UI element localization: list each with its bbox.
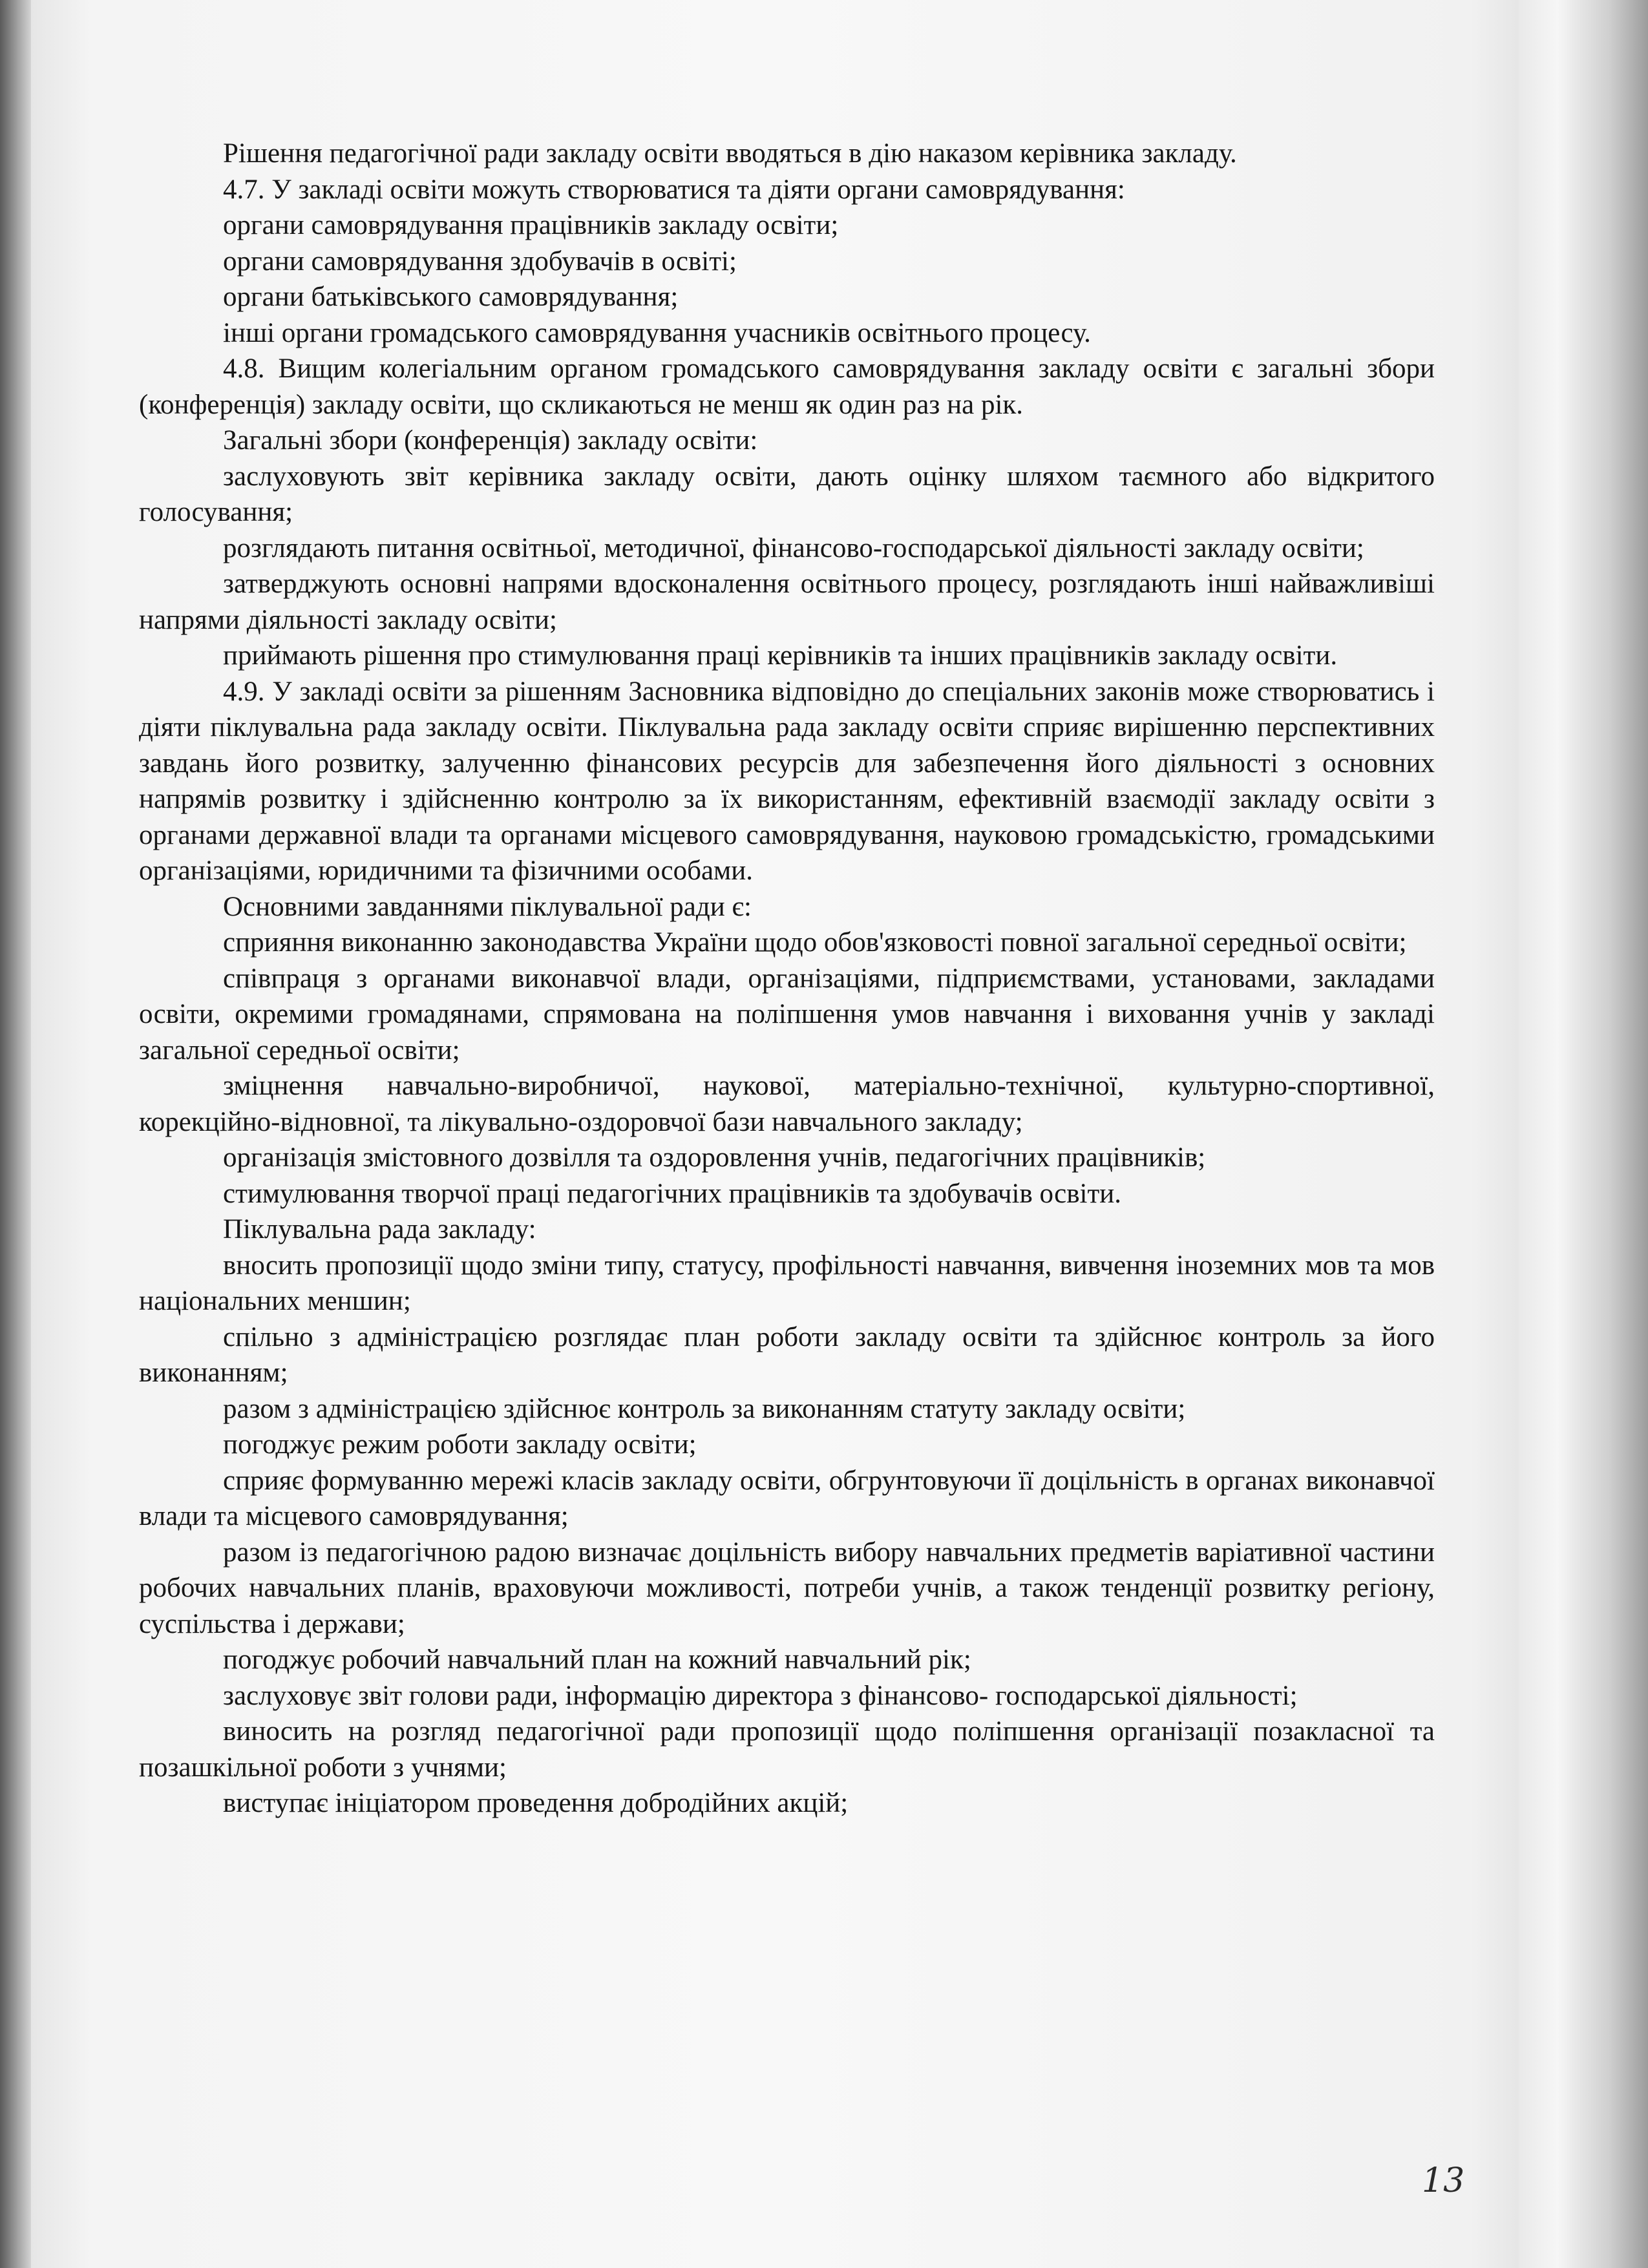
scan-edge-left xyxy=(0,0,31,2268)
list-item: разом з адміністрацією здійснює контроль за виконанням статуту закладу освіти; xyxy=(223,1393,1186,1424)
list-item: зміцнення навчально-виробничої, наукової, матеріально-технічної, культурно-спортивної, корекційно-відновної, та лікувально-оздоровчої бази навчального закладу; xyxy=(139,1071,1435,1137)
list-item: органи самоврядування працівників закладу освіти; xyxy=(223,210,839,240)
list-item: виступає ініціатором проведення добродійних акцій; xyxy=(223,1788,849,1818)
list-item: розглядають питання освітньої, методичної, фінансово-господарської діяльності закладу освіти; xyxy=(223,532,1364,563)
list-item: затверджують основні напрями вдосконалення освітнього процесу, розглядають інші найважливіші напрями діяльності закладу освіти; xyxy=(139,569,1435,635)
list-item: сприяє формуванню мережі класів закладу освіти, обгрунтовуючи її доцільність в органах виконавчої влади та місцевого самоврядування; xyxy=(139,1465,1435,1531)
section-4-7: 4.7. У закладі освіти можуть створюватися та діяти органи самоврядування: xyxy=(223,174,1125,205)
list-item: інші органи громадського самоврядування учасників освітнього процесу. xyxy=(223,317,1091,348)
list-item: виносить на розгляд педагогічної ради пропозиції щодо поліпшення організації позакласної та позашкільної роботи з учнями; xyxy=(139,1716,1435,1783)
list-item: організація змістовного дозвілля та оздоровлення учнів, педагогічних працівників; xyxy=(223,1142,1206,1173)
list-item: погоджує робочий навчальний план на кожний навчальний рік; xyxy=(223,1644,971,1675)
list-item: заслуховують звіт керівника закладу освіти, дають оцінку шляхом таємного або відкритого голосування; xyxy=(139,461,1435,527)
section-4-8: 4.8. Вищим колегіальним органом громадського самоврядування закладу освіти є загальні збори (конференція) закладу освіти, що скликаються не менш як один раз на рік. xyxy=(139,353,1435,420)
paragraph: Основними завданнями піклувальної ради є: xyxy=(223,891,752,922)
list-item: сприяння виконанню законодавства України щодо обов'язковості повної загальної середньої освіти; xyxy=(223,927,1407,958)
scan-edge-right xyxy=(1519,0,1648,2268)
list-item: органи батьківського самоврядування; xyxy=(223,282,679,312)
paragraph: Піклувальна рада закладу: xyxy=(223,1214,536,1244)
paragraph: Загальні збори (конференція) закладу освіти: xyxy=(223,425,758,456)
list-item: органи самоврядування здобувачів в освіті; xyxy=(223,246,737,277)
paragraph: Рішення педагогічної ради закладу освіти вводяться в дію наказом керівника закладу. xyxy=(223,138,1237,169)
document-body xyxy=(139,136,1435,1822)
list-item: приймають рішення про стимулювання праці керівників та інших працівників закладу освіти. xyxy=(223,640,1338,671)
list-item: стимулювання творчої праці педагогічних працівників та здобувачів освіти. xyxy=(223,1178,1122,1209)
list-item: спільно з адміністрацією розглядає план роботи закладу освіти та здійснює контроль за його виконанням; xyxy=(139,1321,1435,1388)
list-item: погоджує режим роботи закладу освіти; xyxy=(223,1429,697,1460)
list-item: заслуховує звіт голови ради, інформацію директора з фінансово- господарської діяльності; xyxy=(223,1680,1298,1711)
list-item: вносить пропозиції щодо зміни типу, статусу, профільності навчання, вивчення іноземних мов та мов національних меншин; xyxy=(139,1250,1435,1316)
list-item: співпраця з органами виконавчої влади, організаціями, підприємствами, установами, закладами освіти, окремими громадянами, спрямована на поліпшення умов навчання і виховання учнів у закладі загальної середньої освіти; xyxy=(139,963,1435,1066)
page-number: 13 xyxy=(1422,2161,1465,2200)
section-4-9: 4.9. У закладі освіти за рішенням Засновника відповідно до спеціальних законів може створюватись і діяти піклувальна рада закладу освіти. Піклувальна рада закладу освіти сприяє вирішенню перспективних завдань його розвитку, залученню фінансових ресурсів для забезпечення його діяльності з основних напрямів розвитку і здійсненню контролю за їх використанням, ефективній взаємодії закладу освіти з органами державної влади та органами місцевого самоврядування, науковою громадськістю, громадськими організаціями, юридичними та фізичними особами. xyxy=(139,676,1435,886)
list-item: разом із педагогічною радою визначає доцільність вибору навчальних предметів варіативної частини робочих навчальних планів, враховуючи можливості, потреби учнів, а також тенденції розвитку регіону, суспільства і держави; xyxy=(139,1537,1435,1639)
